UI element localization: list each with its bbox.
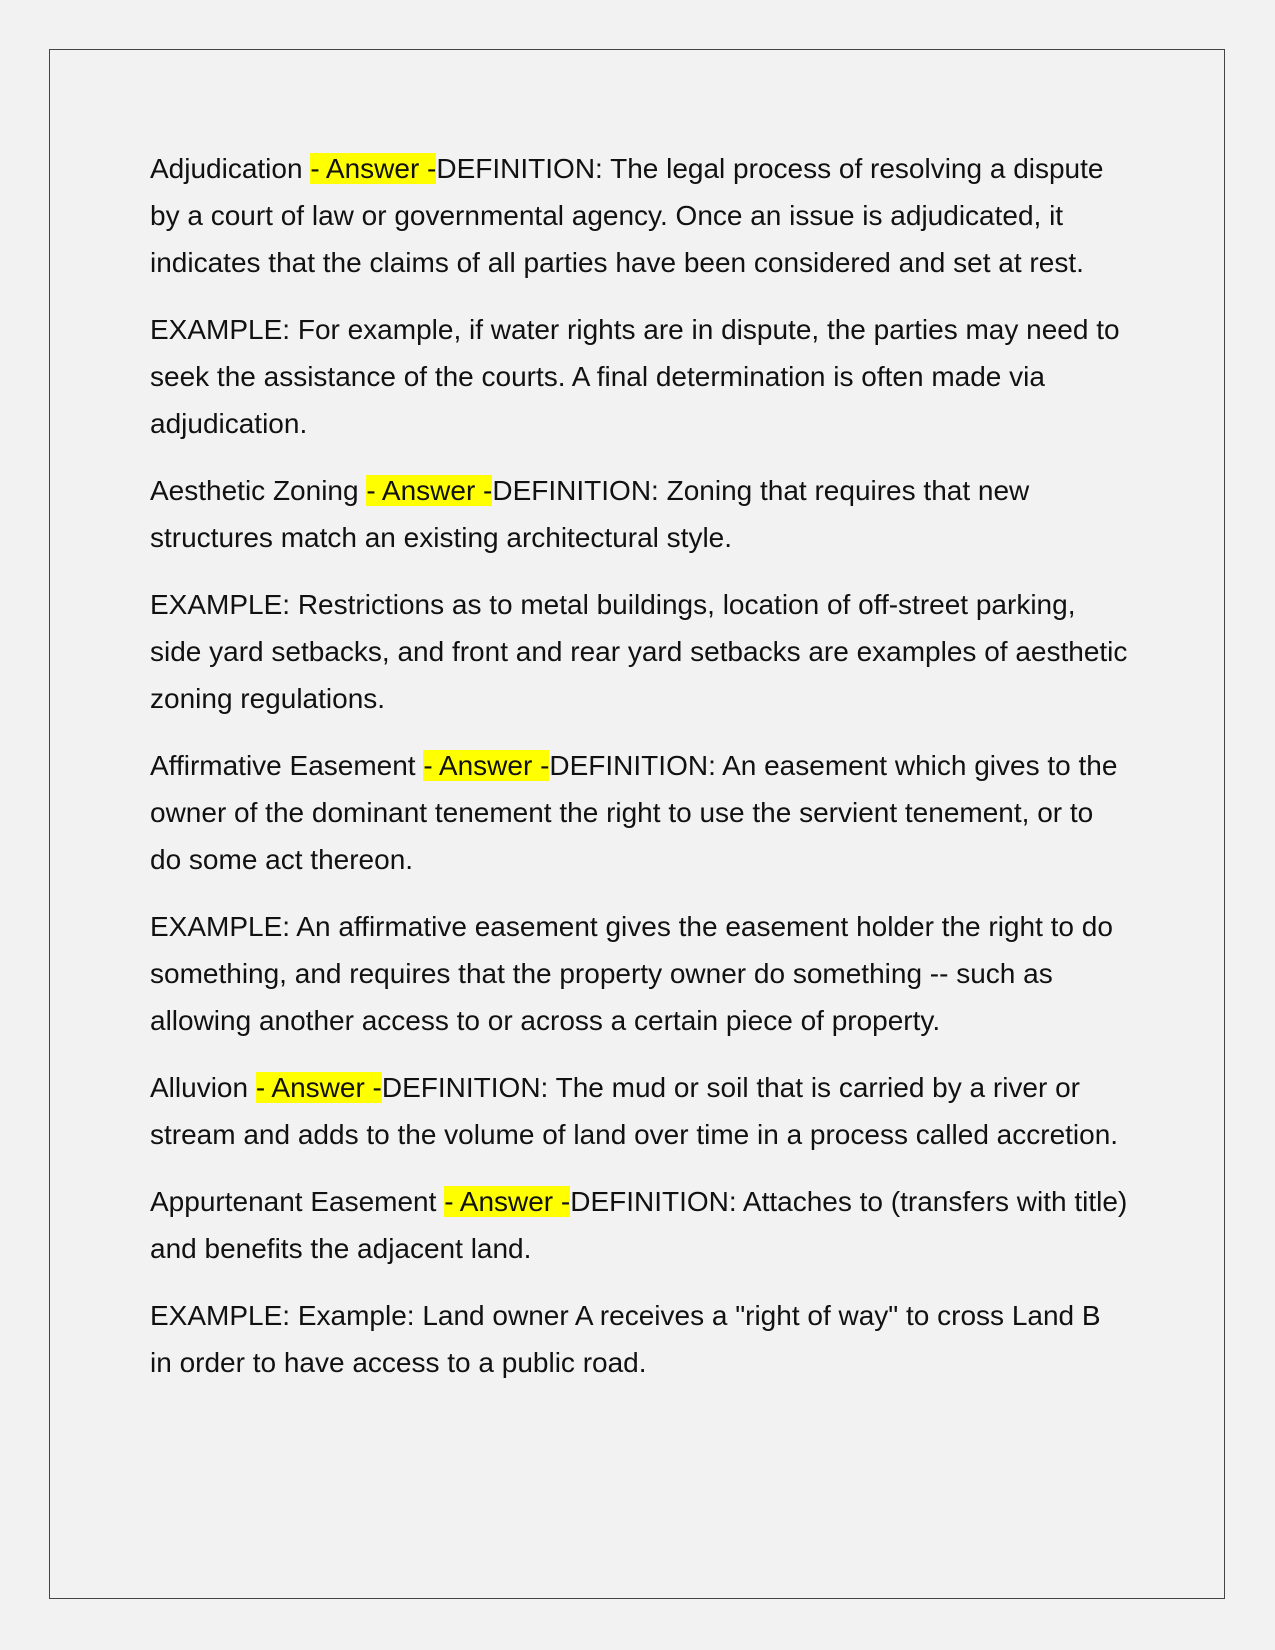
example-paragraph-aesthetic-zoning: EXAMPLE: Restrictions as to metal buildings, location of off-street parking, side yard setbacks, and front and rear yard setbacks are examples of aesthetic zoning regulations. <box>150 589 1128 714</box>
answer-highlight: - Answer - <box>255 1072 382 1103</box>
answer-highlight: - Answer - <box>366 475 493 506</box>
definition-text: DEFINITION: The mud or soil that is carried by a river or stream and adds to the volume of land over time in a process called accretion. <box>150 1072 1119 1150</box>
term: Appurtenant Easement <box>150 1186 445 1217</box>
answer-highlight: - Answer - <box>444 1186 571 1217</box>
example-paragraph-appurtenant-easement: EXAMPLE: Example: Land owner A receives a "right of way" to cross Land B in order to have access to a public road. <box>150 1300 1101 1378</box>
definition-paragraph-adjudication <box>150 145 1130 286</box>
definition-text: DEFINITION: An easement which gives to the owner of the dominant tenement the right to use the servient tenement, or to do some act thereon. <box>150 750 1118 875</box>
example-paragraph-adjudication: EXAMPLE: For example, if water rights are in dispute, the parties may need to seek the assistance of the courts. A final determination is often made via adjudication. <box>150 314 1120 439</box>
definition-paragraph-affirmative-easement <box>150 742 1130 883</box>
answer-highlight: - Answer - <box>310 153 437 184</box>
term: Alluvion <box>150 1072 256 1103</box>
example-paragraph-affirmative-easement: EXAMPLE: An affirmative easement gives the easement holder the right to do something, and requires that the property owner do something -- such as allowing another access to or across a certain piece of property. <box>150 911 1113 1036</box>
document-body <box>150 145 1130 1406</box>
answer-highlight: - Answer - <box>423 750 550 781</box>
definition-paragraph-aesthetic-zoning <box>150 467 1130 561</box>
definition-paragraph-alluvion <box>150 1064 1130 1158</box>
definition-text: DEFINITION: Zoning that requires that new structures match an existing architectural style. <box>150 475 1030 553</box>
definition-text: DEFINITION: Attaches to (transfers with title) and benefits the adjacent land. <box>150 1186 1128 1264</box>
definition-paragraph-appurtenant-easement <box>150 1178 1130 1272</box>
definition-text: DEFINITION: The legal process of resolving a dispute by a court of law or governmental agency. Once an issue is adjudicated, it indicates that the claims of all parties have been considered and set at rest. <box>150 153 1104 278</box>
term: Affirmative Easement <box>150 750 424 781</box>
term: Aesthetic Zoning <box>150 475 367 506</box>
term: Adjudication <box>150 153 311 184</box>
